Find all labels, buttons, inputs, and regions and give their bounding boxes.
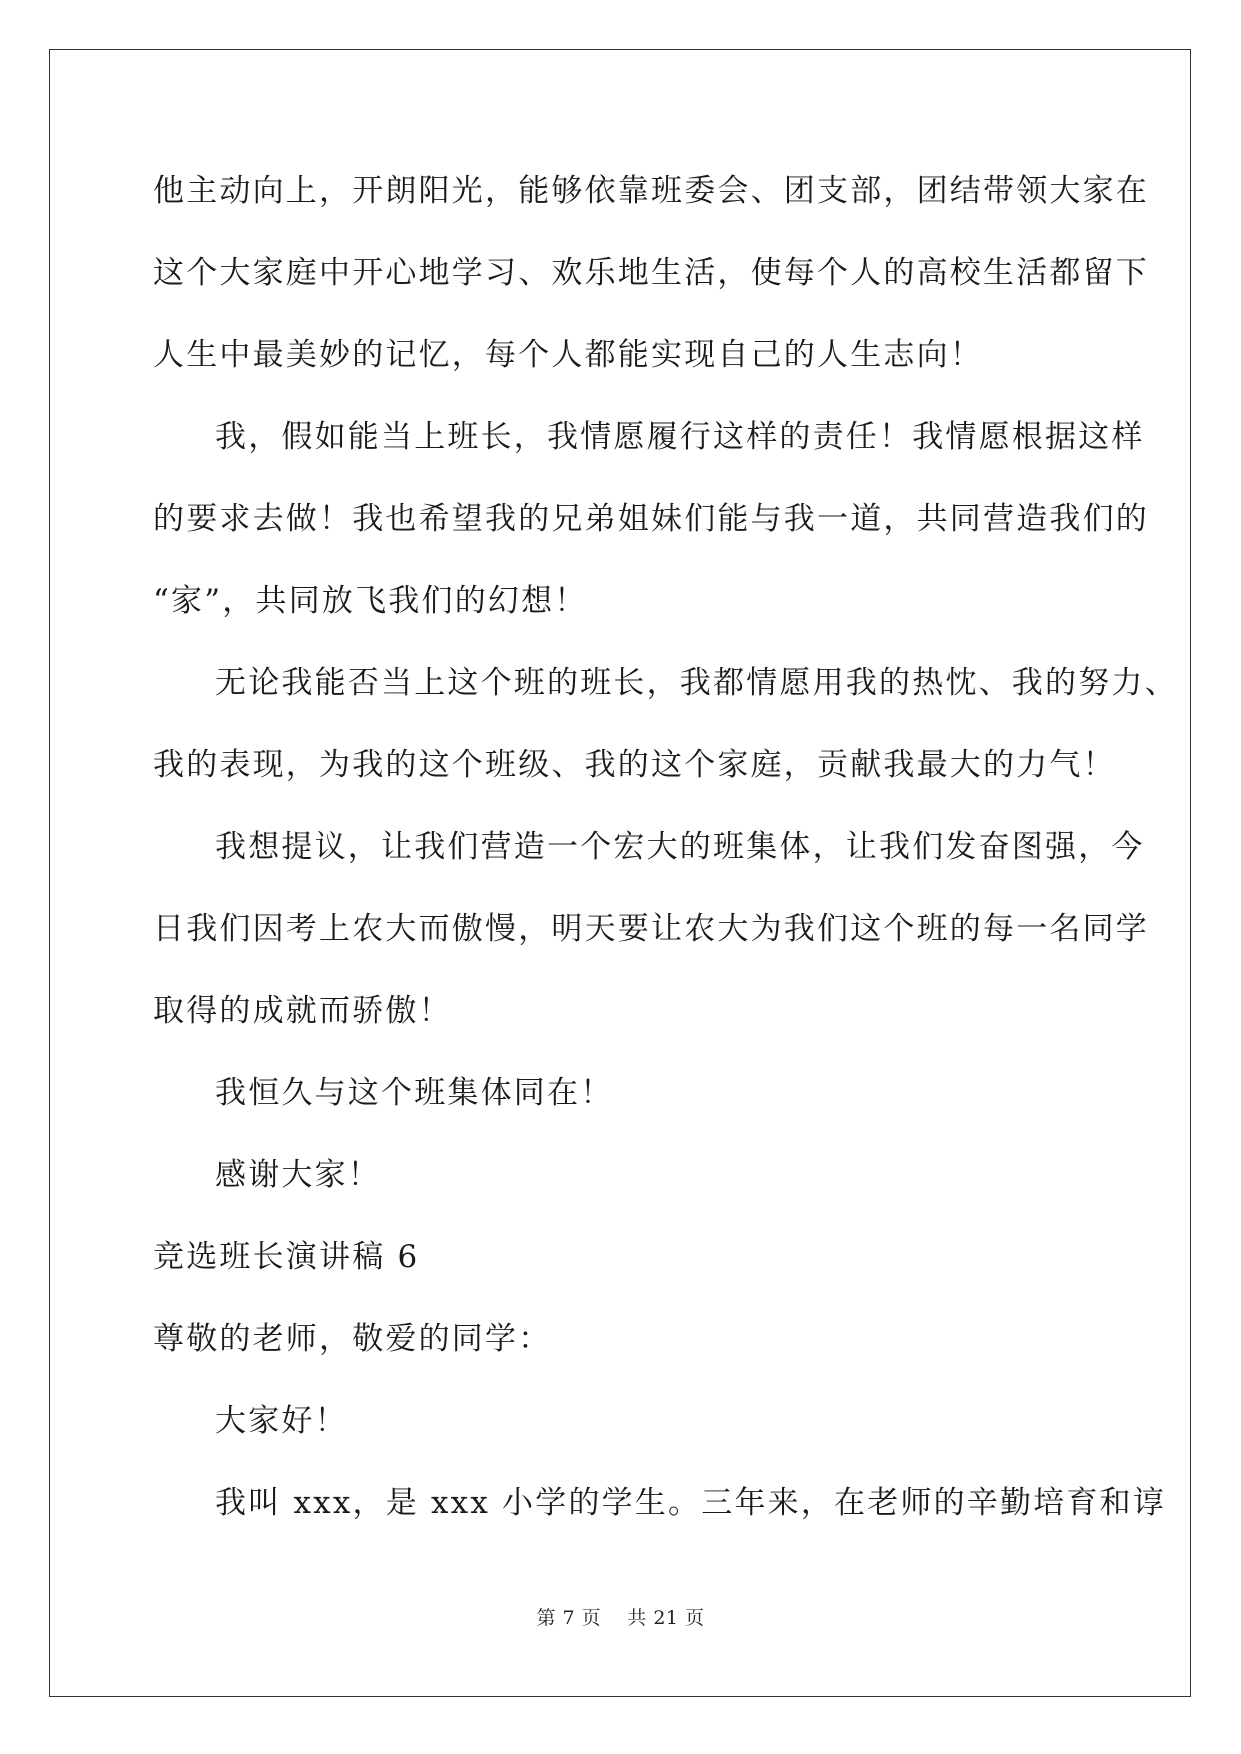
text-line: 取得的成就而骄傲！	[153, 993, 452, 1029]
page-number: 第 7 页	[536, 1607, 602, 1629]
page-footer	[0, 1603, 1241, 1630]
text-line: 大家好！	[215, 1403, 348, 1439]
text-line: “家”，共同放飞我们的幻想！	[153, 583, 588, 619]
text-line: 他主动向上，开朗阳光，能够依靠班委会、团支部，团结带领大家在	[153, 173, 1149, 209]
text-line: 我叫 xxx，是 xxx 小学的学生。三年来，在老师的辛勤培育和谆	[215, 1485, 1167, 1521]
text-line: 我的表现，为我的这个班级、我的这个家庭，贡献我最大的力气！	[153, 747, 1116, 783]
text-line: 人生中最美妙的记忆，每个人都能实现自己的人生志向！	[153, 337, 983, 373]
text-line: 我，假如能当上班长，我情愿履行这样的责任！我情愿根据这样	[215, 419, 1145, 455]
page-total: 共 21 页	[627, 1607, 705, 1629]
document-body	[153, 163, 1178, 1557]
text-line: 无论我能否当上这个班的班长，我都情愿用我的热忱、我的努力、	[215, 665, 1178, 701]
text-line: 日我们因考上农大而傲慢，明天要让农大为我们这个班的每一名同学	[153, 911, 1149, 947]
text-line: 我想提议，让我们营造一个宏大的班集体，让我们发奋图强，今	[215, 829, 1145, 865]
text-line: 我恒久与这个班集体同在！	[215, 1075, 614, 1111]
text-line: 尊敬的老师，敬爱的同学：	[153, 1321, 552, 1357]
text-line: 感谢大家！	[215, 1157, 381, 1193]
footer-spacer	[601, 1607, 627, 1629]
text-line: 竞选班长演讲稿 6	[153, 1239, 420, 1275]
text-line: 这个大家庭中开心地学习、欢乐地生活，使每个人的高校生活都留下	[153, 255, 1149, 291]
text-line: 的要求去做！我也希望我的兄弟姐妹们能与我一道，共同营造我们的	[153, 501, 1149, 537]
